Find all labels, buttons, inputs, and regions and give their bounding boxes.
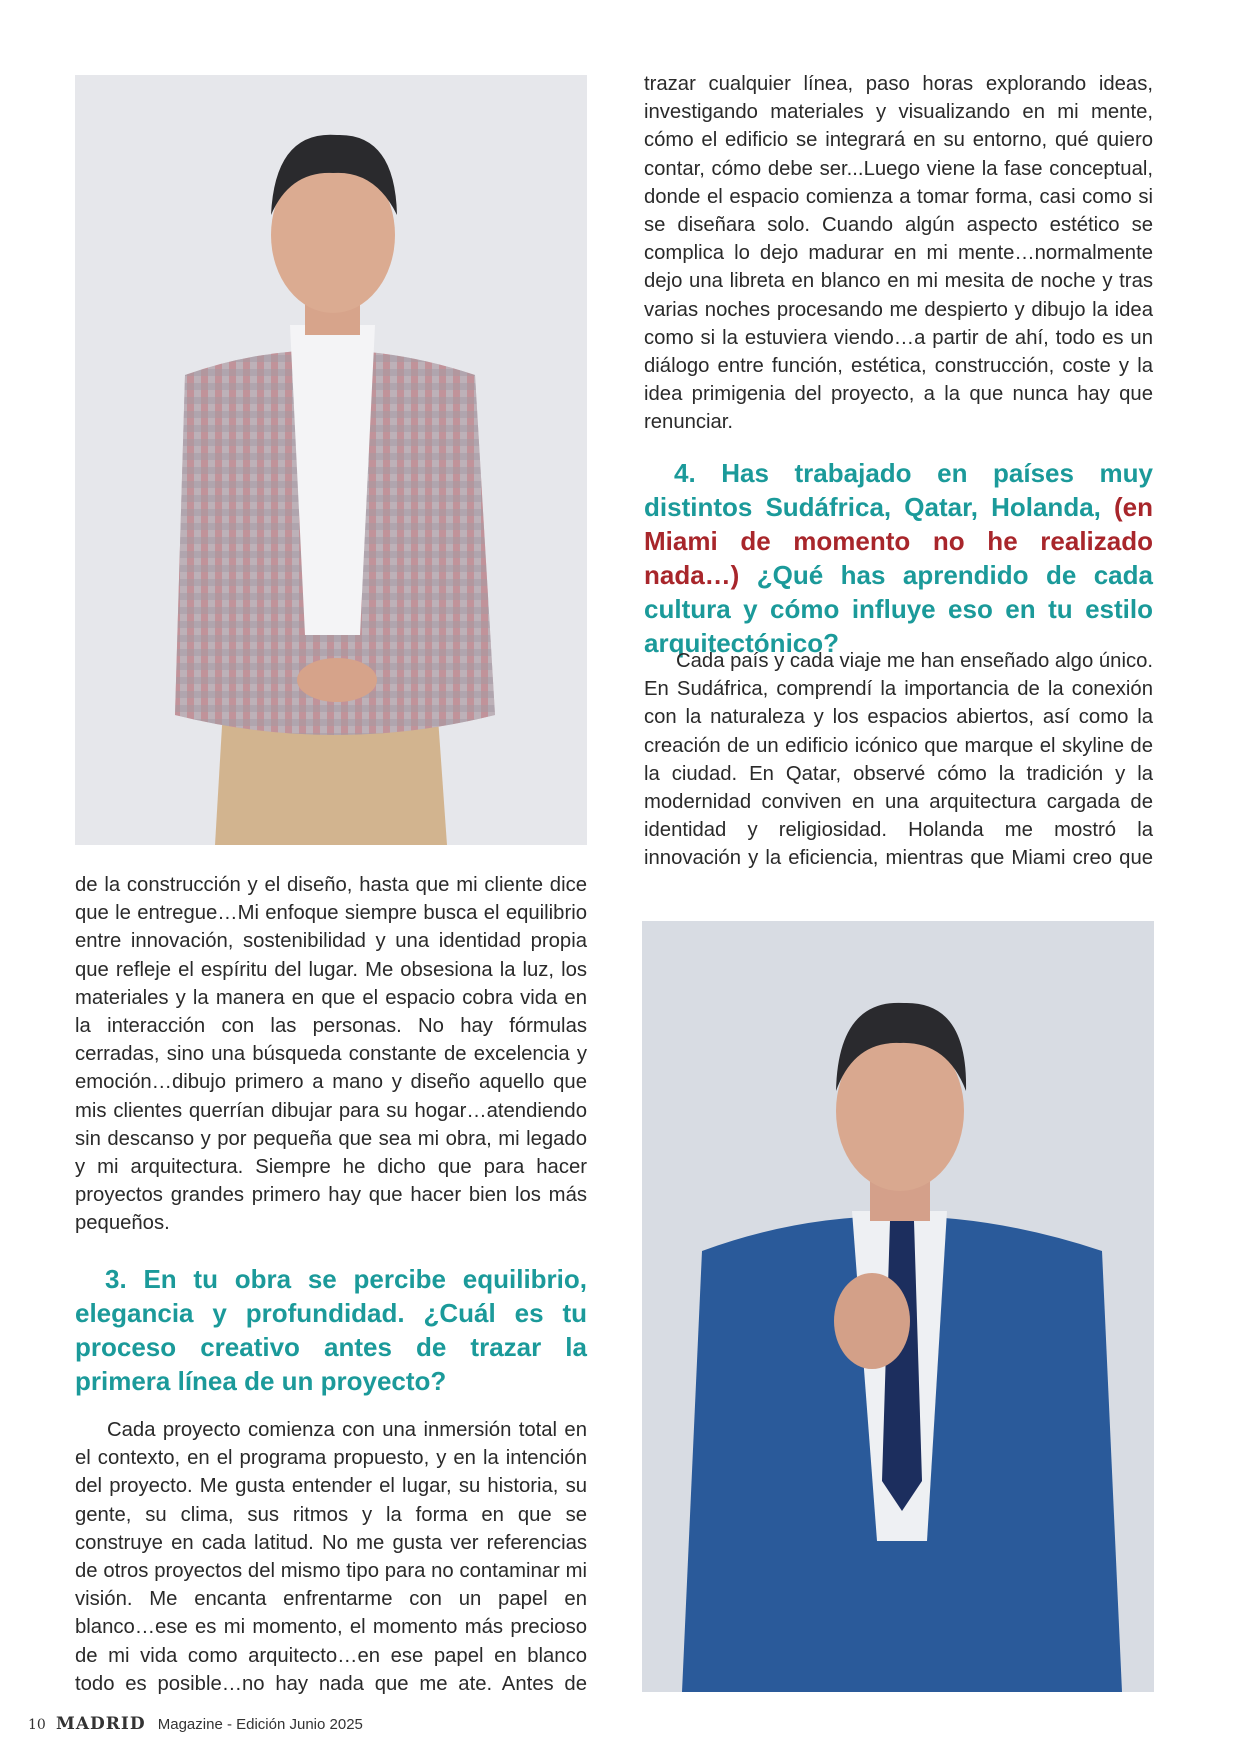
answer-3-text [75,1416,587,1698]
left-column-middle-text [75,871,587,1238]
portrait-photo-blue-suit [642,921,1154,1692]
question-4-part1: 4. Has trabajado en países muy distintos Sudáfrica, Qatar, Holanda, [644,458,1153,522]
portrait-illustration-1 [75,75,587,845]
right-column-top-text [644,70,1153,437]
page-footer [28,1714,363,1734]
question-3-text: 3. En tu obra se percibe equilibrio, elegancia y profundidad. ¿Cuál es tu proceso creativo antes de trazar la primera línea de un proyecto? [75,1264,587,1396]
edition-label: Magazine - Edición Junio 2025 [157,1716,363,1733]
paragraph-answer-4: Cada país y cada viaje me han enseñado algo único. En Sudáfrica, comprendí la importancia de la conexión con la naturaleza y los espacios abiertos, así como la creación de un edificio icónico que marque el skyline de la ciudad. En Qatar, observé cómo la tradición y la modernidad conviven en una arquitectura cargada de identidad y religiosidad. Holanda me mostró la innovación y la eficiencia, mientras que Miami creo que [644,650,1153,870]
paragraph-answer-3: Cada proyecto comienza con una inmersión total en el contexto, en el programa propuesto, y en la intención del proyecto. Me gusta entender el lugar, su historia, su gente, su clima, sus ritmos y la forma en que se construye en cada latitud. No me gusta ver referencias de otros proyectos del mismo tipo para no contaminar mi visión. Me encanta enfrentarme con un papel en blanco…ese es mi momento, el momento más precioso de mi vida como arquitecto…en ese papel en blanco todo es posible…no hay nada que me ate. Antes de [75,1419,587,1695]
question-4-highlight: (en Miami de momento no he realizado nada…) [644,492,1153,590]
question-4-heading [644,456,1153,660]
page-number: 10 [28,1717,46,1733]
question-3-heading [75,1262,587,1398]
question-4-part3: ¿Qué has aprendido de cada cultura y cómo influye eso en tu estilo arquitectónico? [644,560,1153,658]
portrait-photo-checked-blazer [75,75,587,845]
magazine-brand: MADRID [56,1714,146,1734]
paragraph-process-continued: trazar cualquier línea, paso horas explorando ideas, investigando materiales y visualizando en mi mente, cómo el edificio se integrará en su entorno, qué quiero contar, cómo debe ser...Luego viene la fase conceptual, donde el espacio comienza a tomar forma, casi como si se diseñara solo. Cuando algún aspecto estético se complica lo dejo madurar en mi mente…normalmente dejo una libreta en blanco en mi mesita de noche y tras varias noches procesando me despierto y dibujo la idea como si la estuviera viendo…a partir de ahí, todo es un diálogo entre función, estética, construcción, coste y la idea primigenia del proyecto, a la que nunca hay que renunciar. [644,73,1153,434]
answer-4-text [644,647,1153,873]
portrait-illustration-2 [642,921,1154,1692]
paragraph-approach: de la construcción y el diseño, hasta que mi cliente dice que le entregue…Mi enfoque siempre busca el equilibrio entre innovación, sostenibilidad y una identidad propia que refleje el espíritu del lugar. Me obsesiona la luz, los materiales y la manera en que el espacio cobra vida en la interacción con las personas. No hay fórmulas cerradas, sino una búsqueda constante de excelencia y emoción…dibujo primero a mano y diseño aquello que mis clientes querrían dibujar para su hogar…atendiendo sin descanso y por pequeña que sea mi obra, mi legado y mi arquitectura. Siempre he dicho que para hacer proyectos grandes primero hay que hacer bien los más pequeños. [75,874,587,1235]
